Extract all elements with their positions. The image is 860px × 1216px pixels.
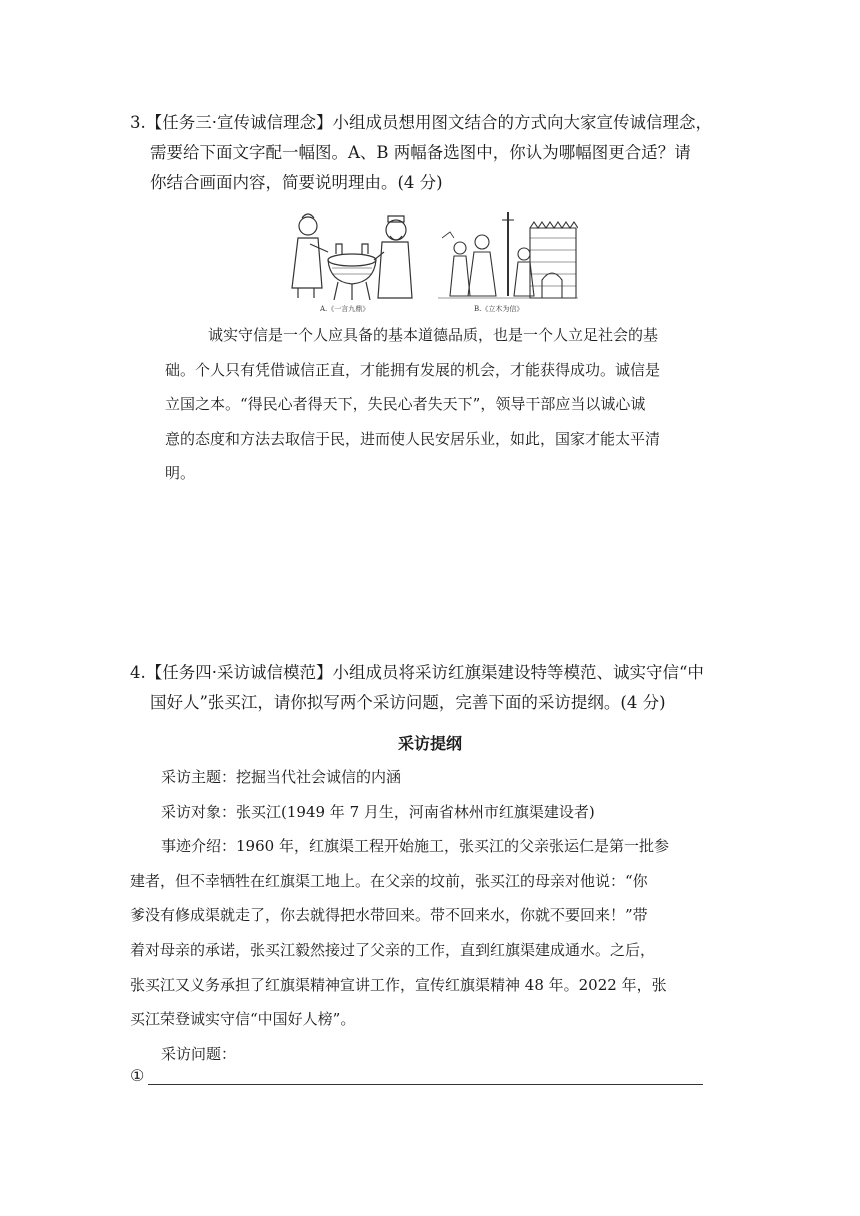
figure-a-illustration xyxy=(280,208,420,313)
quoted-passage xyxy=(165,318,735,491)
passage-line-5: 明。 xyxy=(165,464,196,482)
interview-outline xyxy=(130,760,740,1071)
outline-subject: 采访对象：张买江(1949 年 7 月生，河南省林州市红旗渠建设者) xyxy=(161,802,595,821)
outline-story-line-6: 买江荣登诚实守信“中国好人榜”。 xyxy=(130,1010,356,1029)
question-3-line-1: 3.【任务三·宣传诚信理念】小组成员想用图文结合的方式向大家宣传诚信理念， xyxy=(130,113,712,132)
question-3 xyxy=(130,108,730,198)
passage-line-3: 立国之本。“得民心者得天下，失民心者失天下”，领导干部应当以诚心诚 xyxy=(165,395,646,413)
outline-topic: 采访主题：挖掘当代社会诚信的内涵 xyxy=(161,768,402,786)
answer-blank[interactable] xyxy=(148,1066,703,1085)
question-3-line-3: 你结合画面内容，简要说明理由。(4 分) xyxy=(150,173,443,192)
outline-story-line-3: 爹没有修成渠就走了，你去就得把水带回来。带不回来水，你就不要回来！”带 xyxy=(130,906,648,925)
passage-line-4: 意的态度和方法去取信于民，进而使人民安居乐业，如此，国家才能太平清 xyxy=(165,429,661,448)
question-4-line-1: 4.【任务四·采访诚信模范】小组成员将采访红旗渠建设特等模范、诚实守信“中 xyxy=(130,663,704,682)
answer-number: ① xyxy=(130,1066,145,1085)
question-4-line-2: 国好人”张买江，请你拟写两个采访问题，完善下面的采访提纲。(4 分) xyxy=(150,693,666,712)
figure-b-illustration xyxy=(438,208,578,313)
option-figures xyxy=(280,208,580,318)
answer-line-1[interactable] xyxy=(130,1066,703,1085)
outline-questions-label: 采访问题： xyxy=(161,1044,237,1063)
question-4 xyxy=(130,658,730,718)
question-3-line-2: 需要给下面文字配一幅图。A、B 两幅备选图中，你认为哪幅图更合适？请 xyxy=(150,143,691,162)
figure-b-caption: B.《立木为信》 xyxy=(474,305,524,313)
outline-story-line-1: 事迹介绍：1960 年，红旗渠工程开始施工，张买江的父亲张运仁是第一批参 xyxy=(161,837,669,856)
figure-a-caption: A.《一言九鼎》 xyxy=(320,305,370,313)
outline-title: 采访提纲 xyxy=(397,734,462,753)
outline-story-line-4: 着对母亲的承诺，张买江毅然接过了父亲的工作，直到红旗渠建成通水。之后， xyxy=(130,940,656,959)
passage-line-1: 诚实守信是一个人应具备的基本道德品质，也是一个人立足社会的基 xyxy=(208,326,659,344)
passage-line-2: 础。个人只有凭借诚信正直，才能拥有发展的机会，才能获得成功。诚信是 xyxy=(165,360,661,379)
outline-story-line-5: 张买江又义务承担了红旗渠精神宣讲工作，宣传红旗渠精神 48 年。2022 年，张 xyxy=(130,975,667,994)
outline-story-line-2: 建者，但不幸牺牲在红旗渠工地上。在父亲的坟前，张买江的母亲对他说：“你 xyxy=(130,871,648,890)
